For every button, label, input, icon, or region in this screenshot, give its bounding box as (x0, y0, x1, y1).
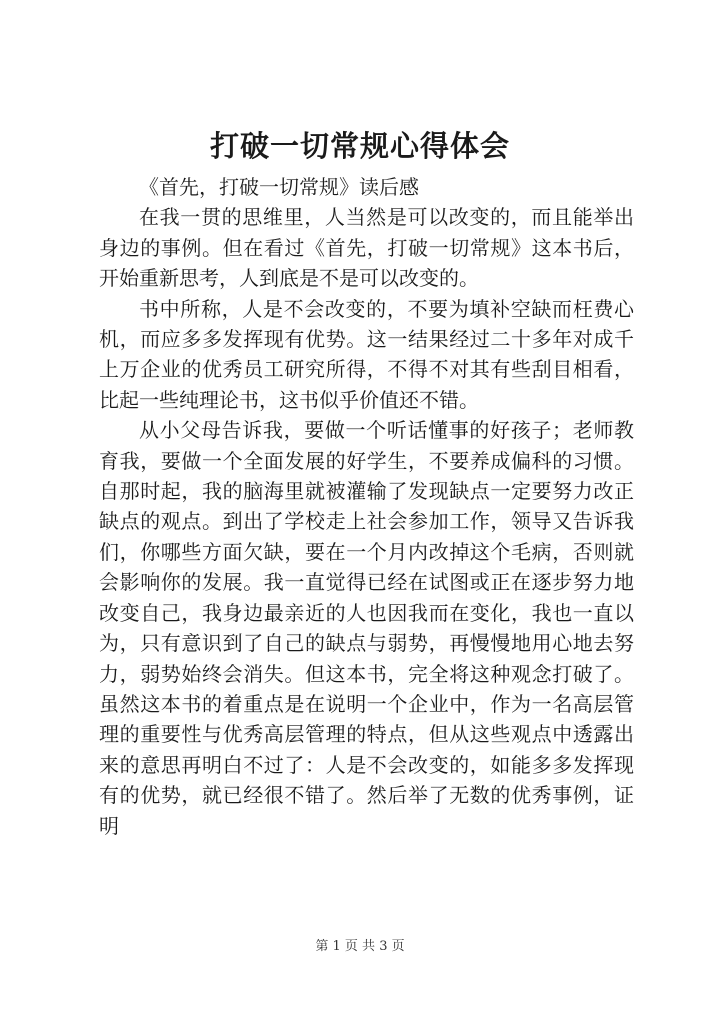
paragraph: 书中所称，人是不会改变的，不要为填补空缺而枉费心机，而应多多发挥现有优势。这一结果经过二十多年对成千上万企业的优秀员工研究所得，不得不对其有些刮目相看，比起一些纯理论书，这书似乎价值还不错。 (99, 296, 634, 412)
document-subtitle: 《首先，打破一切常规》读后感 (139, 175, 419, 199)
document-body (99, 172, 634, 841)
page-number: 第 1 页 共 3 页 (315, 939, 405, 954)
paragraph: 在我一贯的思维里，人当然是可以改变的，而且能举出身边的事例。但在看过《首先，打破一切常规》这本书后，开始重新思考，人到底是不是可以改变的。 (99, 205, 634, 291)
paragraph: 从小父母告诉我，要做一个听话懂事的好孩子；老师教育我，要做一个全面发展的好学生，不要养成偏科的习惯。自那时起，我的脑海里就被灌输了发现缺点一定要努力改正缺点的观点。到出了学校走上社会参加工作，领导又告诉我们，你哪些方面欠缺，要在一个月内改掉这个毛病，否则就会影响你的发展。我一直觉得已经在试图或正在逐步努力地改变自己，我身边最亲近的人也因我而在变化，我也一直以为，只有意识到了自己的缺点与弱势，再慢慢地用心地去努力，弱势始终会消失。但这本书，完全将这种观念打破了。虽然这本书的着重点是在说明一个企业中，作为一名高层管理的重要性与优秀高层管理的特点，但从这些观点中透露出来的意思再明白不过了：人是不会改变的，如能多多发挥现有的优势，就已经很不错了。然后举了无数的优秀事例，证明 (99, 418, 634, 838)
document-title: 打破一切常规心得体会 (209, 129, 510, 163)
